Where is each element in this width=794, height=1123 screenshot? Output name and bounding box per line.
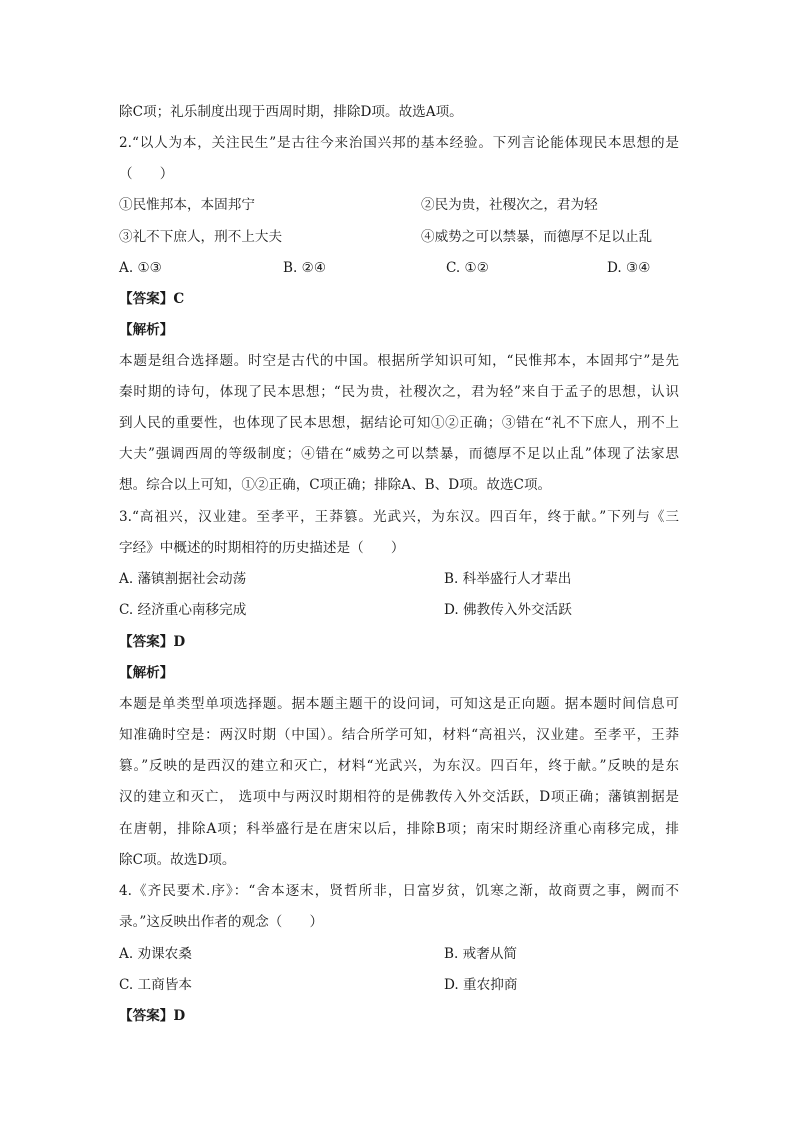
q4-option-a: A. 劝课农桑 — [119, 946, 192, 962]
q2-option-c: C. ①② — [446, 260, 489, 276]
q2-option-d: D. ③④ — [607, 260, 651, 276]
q3-analysis-label: 【解析】 — [119, 665, 174, 681]
q2-item-2: ②民为贵，社稷次之，君为轻 — [421, 197, 598, 213]
q4-option-d: D. 重农抑商 — [444, 977, 518, 993]
q2-analysis-line-2: 秦时期的诗句，体现了民本思想；“民为贵，社稷次之，君为轻”来自于孟子的思想，认识 — [119, 384, 679, 400]
q3-analysis-line-4: 汉的建立和灭亡， 选项中与两汉时期相符的是佛教传入外交活跃，D项正确；藩镇割据是 — [119, 789, 679, 805]
q2-analysis-line-5: 想。综合以上可知，①②正确，C项正确；排除A、B、D项。故选C项。 — [119, 477, 552, 493]
q2-item-3: ③礼不下庶人，刑不上大夫 — [119, 229, 283, 245]
q3-option-c: C. 经济重心南移完成 — [119, 602, 247, 618]
q2-item-4: ④威势之可以禁暴，而德厚不足以止乱 — [421, 229, 653, 245]
q2-option-a: A. ①③ — [119, 260, 162, 276]
q1-analysis-tail: 除C项；礼乐制度出现于西周时期，排除D项。故选A项。 — [119, 104, 463, 120]
q3-analysis-line-5: 在唐朝，排除A项；科举盛行是在唐宋以后，排除B项；南宋时期经济重心南移完成，排 — [119, 821, 679, 837]
q2-option-b: B. ②④ — [283, 260, 327, 276]
q4-option-b: B. 戒奢从简 — [444, 946, 518, 962]
q2-item-1: ①民惟邦本，本固邦宁 — [119, 197, 255, 213]
q2-analysis-line-3: 到人民的重要性，也体现了民本思想，据结论可知①②正确；③错在“礼不下庶人，刑不上 — [119, 415, 679, 431]
q3-analysis-line-1: 本题是单类型单项选择题。据本题主题干的设问词，可知这是正向题。据本题时间信息可 — [119, 696, 679, 712]
q3-stem-line-2: 字经》中概述的时期相符的历史描述是（ ） — [119, 540, 405, 556]
q3-analysis-line-2: 知准确时空是：两汉时期（中国）。结合所学可知，材料“高祖兴，汉业建。至孝平，王莽 — [119, 727, 679, 743]
q2-analysis-label: 【解析】 — [119, 322, 174, 338]
q3-answer: 【答案】D — [119, 634, 186, 650]
q3-option-d: D. 佛教传入外交活跃 — [444, 602, 572, 618]
q2-stem-line-2: （ ） — [119, 166, 174, 182]
q3-option-a: A. 藩镇割据社会动荡 — [119, 571, 247, 587]
q4-option-c: C. 工商皆本 — [119, 977, 192, 993]
q3-analysis-line-6: 除C项。故选D项。 — [119, 852, 236, 868]
q2-stem-line-1: 2.“以人为本，关注民生”是古往今来治国兴邦的基本经验。下列言论能体现民本思想的是 — [119, 135, 679, 151]
q4-answer: 【答案】D — [119, 1008, 186, 1024]
q3-stem-line-1: 3.“高祖兴，汉业建。至孝平，王莽篡。光武兴，为东汉。四百年，终于献。”下列与《三 — [119, 509, 679, 525]
q4-stem-line-2: 录。”这反映出作者的观念（ ） — [119, 914, 324, 930]
q4-stem-line-1: 4.《齐民要术.序》：“舍本逐末，贤哲所非，日富岁贫，饥寒之渐，故商贾之事，阙而不 — [119, 883, 679, 899]
q2-analysis-line-4: 大夫”强调西周的等级制度；④错在“威势之可以禁暴，而德厚不足以止乱”体现了法家思 — [119, 446, 679, 462]
q3-analysis-line-3: 篡。”反映的是西汉的建立和灭亡，材料“光武兴，为东汉。四百年，终于献。”反映的是东 — [119, 758, 679, 774]
q2-answer: 【答案】C — [119, 291, 185, 307]
q3-option-b: B. 科举盛行人才辈出 — [444, 571, 572, 587]
q2-analysis-line-1: 本题是组合选择题。时空是古代的中国。根据所学知识可知，“民惟邦本，本固邦宁”是先 — [119, 353, 679, 369]
